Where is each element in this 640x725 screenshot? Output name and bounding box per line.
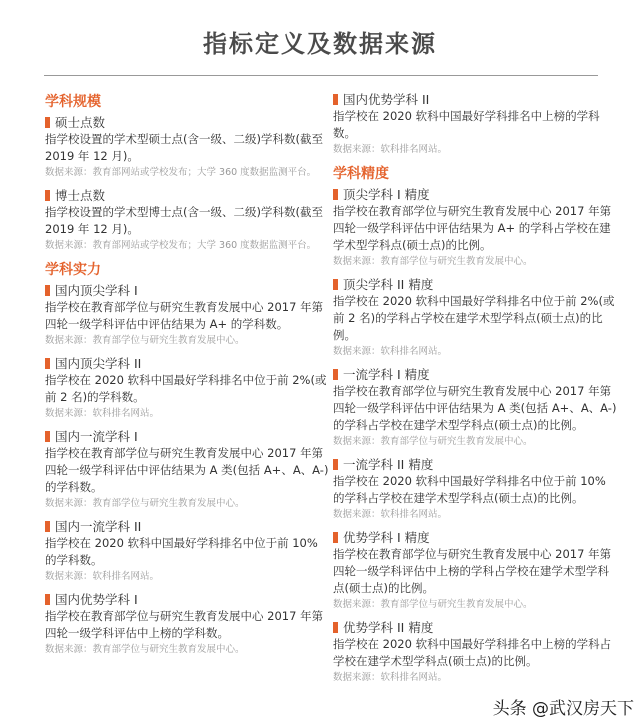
indicator-title: 国内优势学科 I — [55, 592, 138, 607]
data-source: 数据来源：软科排名网站。 — [333, 144, 448, 155]
indicator-title: 硕士点数 — [55, 115, 106, 130]
indicator-title: 国内优势学科 II — [343, 92, 430, 107]
indicator-definition: 指学校在 2020 软科中国最好学科排名中位于前 10% 的学科占学校在建学术型学科点(硕士点)的比例。 — [333, 474, 606, 505]
indicator-item — [45, 282, 329, 349]
data-source: 数据来源：教育部学位与研究生教育发展中心。 — [45, 498, 245, 509]
indicator-item — [333, 619, 617, 686]
indicator-title: 国内顶尖学科 II — [55, 356, 142, 371]
indicator-definition: 指学校在 2020 软科中国最好学科排名中位于前 2%(或前 2 名)的学科数。 — [45, 373, 327, 404]
data-source: 数据来源：软科排名网站。 — [45, 408, 160, 419]
indicator-title-row — [333, 366, 617, 383]
indicator-title: 一流学科 II 精度 — [343, 457, 434, 472]
section-heading: 学科规模 — [45, 94, 101, 110]
indicator-title: 一流学科 I 精度 — [343, 367, 430, 382]
indicator-item — [333, 529, 617, 613]
bookmark-icon — [45, 285, 50, 296]
indicator-item — [333, 276, 617, 360]
bookmark-icon — [333, 459, 338, 470]
page-title: 指标定义及数据来源 — [203, 30, 437, 58]
data-source: 数据来源：教育部网站或学校发布；大学 360 度数据监测平台。 — [45, 167, 317, 178]
indicator-title-row — [45, 518, 329, 535]
indicator-title-row — [333, 529, 617, 546]
left-column — [45, 90, 329, 664]
data-source: 数据来源：软科排名网站。 — [333, 509, 448, 520]
data-source: 数据来源：软科排名网站。 — [45, 571, 160, 582]
bookmark-icon — [333, 369, 338, 380]
indicator-item — [333, 456, 617, 523]
indicator-definition: 指学校在 2020 软科中国最好学科排名中上榜的学科占学校在建学术型学科点(硕士点)的比例。 — [333, 637, 612, 668]
indicator-definition: 指学校在 2020 软科中国最好学科排名中位于前 2%(或前 2 名)的学科占学校在建学术型学科点(硕士点)的比例。 — [333, 294, 615, 342]
indicator-title: 顶尖学科 II 精度 — [343, 277, 434, 292]
data-source: 数据来源：教育部学位与研究生教育发展中心。 — [45, 644, 245, 655]
indicator-definition: 指学校在教育部学位与研究生教育发展中心 2017 年第四轮一级学科评估中评估结果为 A+ 的学科数。 — [45, 300, 324, 331]
indicator-definition: 指学校在 2020 软科中国最好学科排名中上榜的学科数。 — [333, 109, 600, 140]
indicator-title: 博士点数 — [55, 188, 106, 203]
indicator-item — [333, 186, 617, 270]
bookmark-icon — [45, 117, 50, 128]
indicator-title-row — [333, 186, 617, 203]
indicator-item — [333, 366, 617, 450]
indicator-item — [45, 114, 329, 181]
data-source: 数据来源：教育部学位与研究生教育发展中心。 — [333, 436, 533, 447]
indicator-definition: 指学校在教育部学位与研究生教育发展中心 2017 年第四轮一级学科评估中评估结果为 A 类(包括 A+、A、A-)的学科占学校在建学术型学科点(硕士点)的比例。 — [333, 384, 617, 432]
indicator-title-row — [45, 591, 329, 608]
indicator-title: 国内一流学科 I — [55, 429, 138, 444]
bookmark-icon — [45, 431, 50, 442]
data-source: 数据来源：教育部网站或学校发布；大学 360 度数据监测平台。 — [45, 240, 317, 251]
indicator-title-row — [45, 355, 329, 372]
indicator-item — [45, 428, 329, 512]
indicator-definition: 指学校在 2020 软科中国最好学科排名中位于前 10% 的学科数。 — [45, 536, 318, 567]
bookmark-icon — [45, 190, 50, 201]
indicator-title: 优势学科 II 精度 — [343, 620, 434, 635]
indicator-title-row — [45, 114, 329, 131]
bookmark-icon — [333, 279, 338, 290]
watermark: 头条 @武汉房天下 — [492, 699, 634, 719]
data-source: 数据来源：教育部学位与研究生教育发展中心。 — [333, 256, 533, 267]
section-heading: 学科精度 — [333, 166, 389, 182]
bookmark-icon — [45, 521, 50, 532]
indicator-definition: 指学校在教育部学位与研究生教育发展中心 2017 年第四轮一级学科评估中评估结果为 A+ 的学科占学校在建学术型学科点(硕士点)的比例。 — [333, 204, 612, 252]
indicator-item — [45, 518, 329, 585]
indicator-definition: 指学校在教育部学位与研究生教育发展中心 2017 年第四轮一级学科评估中上榜的学科数。 — [45, 609, 324, 640]
indicator-definition: 指学校设置的学术型硕士点(含一级、二级)学科数(截至2019 年 12 月)。 — [45, 132, 323, 163]
bookmark-icon — [333, 622, 338, 633]
data-source: 数据来源：软科排名网站。 — [333, 346, 448, 357]
indicator-definition: 指学校设置的学术型博士点(含一级、二级)学科数(截至2019 年 12 月)。 — [45, 205, 323, 236]
indicator-item — [333, 91, 617, 158]
bookmark-icon — [45, 594, 50, 605]
bookmark-icon — [333, 532, 338, 543]
indicator-title-row — [333, 91, 617, 108]
indicator-title: 国内顶尖学科 I — [55, 283, 138, 298]
title-divider — [44, 75, 598, 76]
indicator-title-row — [333, 619, 617, 636]
data-source: 数据来源：教育部学位与研究生教育发展中心。 — [45, 335, 245, 346]
section-heading: 学科实力 — [45, 262, 101, 278]
indicator-item — [45, 187, 329, 254]
right-column — [333, 91, 617, 692]
data-source: 数据来源：教育部学位与研究生教育发展中心。 — [333, 599, 533, 610]
bookmark-icon — [45, 358, 50, 369]
data-source: 数据来源：软科排名网站。 — [333, 672, 448, 683]
indicator-title: 优势学科 I 精度 — [343, 530, 430, 545]
indicator-definition: 指学校在教育部学位与研究生教育发展中心 2017 年第四轮一级学科评估中上榜的学科占学校在建学术型学科点(硕士点)的比例。 — [333, 547, 612, 595]
indicator-title: 国内一流学科 II — [55, 519, 142, 534]
bookmark-icon — [333, 189, 338, 200]
indicator-definition: 指学校在教育部学位与研究生教育发展中心 2017 年第四轮一级学科评估中评估结果为 A 类(包括 A+、A、A-)的学科数。 — [45, 446, 329, 494]
indicator-title-row — [45, 428, 329, 445]
indicator-title-row — [45, 187, 329, 204]
indicator-title-row — [333, 456, 617, 473]
bookmark-icon — [333, 94, 338, 105]
indicator-title: 顶尖学科 I 精度 — [343, 187, 430, 202]
indicator-item — [45, 591, 329, 658]
indicator-title-row — [333, 276, 617, 293]
indicator-title-row — [45, 282, 329, 299]
indicator-item — [45, 355, 329, 422]
